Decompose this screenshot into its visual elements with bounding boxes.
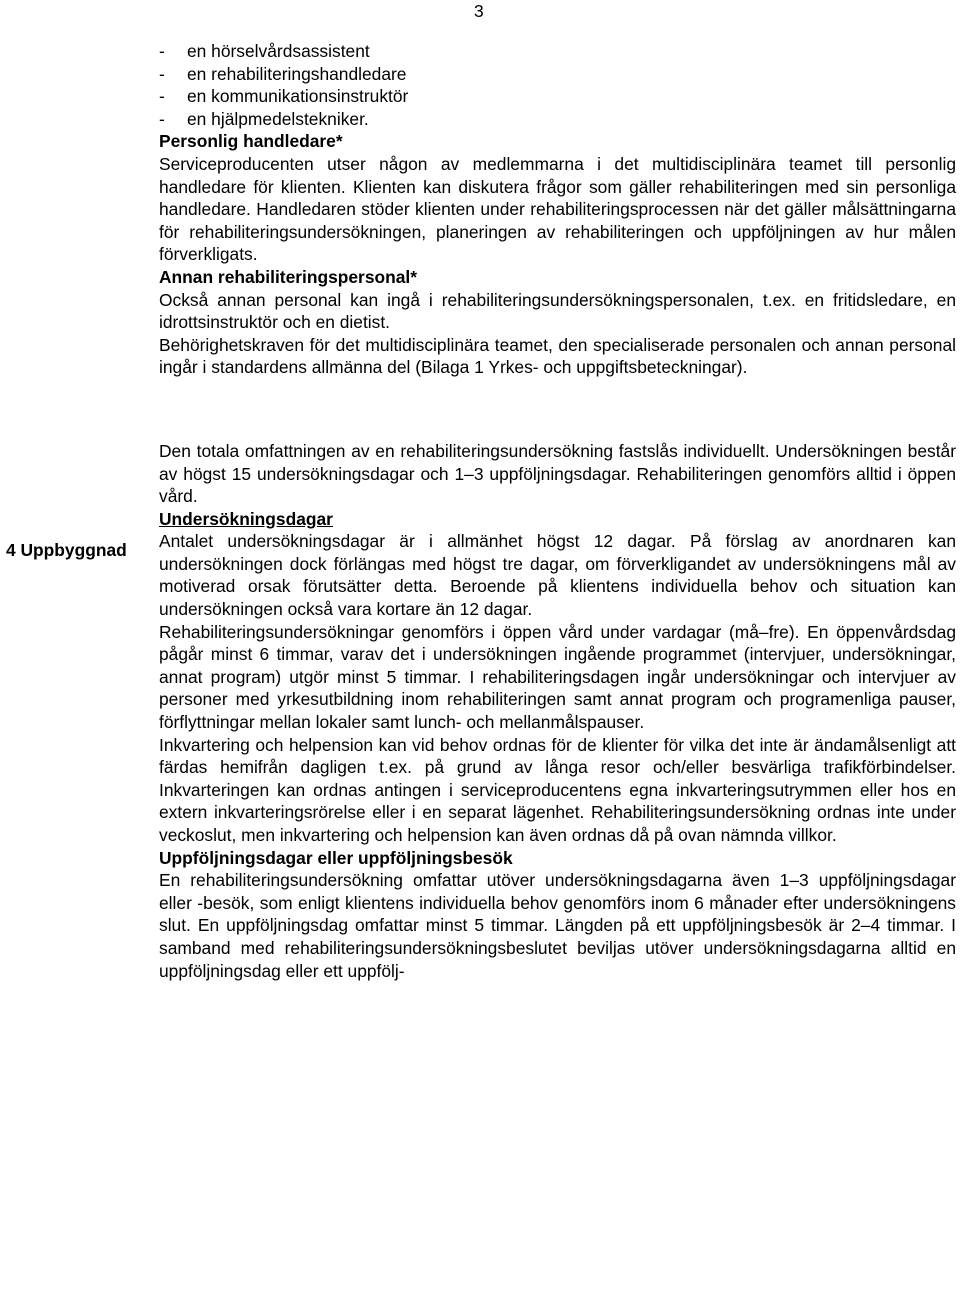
list-item: - en rehabiliteringshandledare <box>159 63 407 84</box>
heading-personlig-handledare: Personlig handledare* <box>159 131 343 152</box>
heading-undersokningsdagar: Undersökningsdagar <box>159 508 333 529</box>
section-heading-uppbyggnad: 4 Uppbyggnad <box>6 540 127 560</box>
list-item: - en hjälpmedelstekniker. <box>159 108 369 129</box>
page-number: 3 <box>474 1 484 21</box>
heading-uppfoljningsdagar: Uppföljningsdagar eller uppföljningsbesök <box>159 847 513 868</box>
paragraph: Inkvartering och helpension kan vid behov ordnas för de klienter för vilka det inte är ändamålsenligt att färdas hemifrån dagligen t.ex. på grund av långa resor och/eller besvärliga trafikförbindelser. Inkvarteringen kan ordnas antingen i serviceproducentens egna inkvarteringsutrymmen eller hos en extern inkvarteringsrörelse eller i en separat lägenhet. Rehabiliteringsundersökning ordnas inte under veckoslut, men inkvartering och helpension kan även ordnas då på ovan nämnda villkor. <box>159 734 956 845</box>
list-item: - en hörselvårdsassistent <box>159 41 370 61</box>
paragraph: Behörighetskraven för det multidisciplinära teamet, den specialiserade personalen och annan personal ingår i standardens allmänna del (Bilaga 1 Yrkes- och uppgiftsbeteckningar). <box>159 334 956 378</box>
heading-annan-rehabiliteringspersonal: Annan rehabiliteringspersonal* <box>159 266 418 287</box>
main-content <box>159 40 956 982</box>
list-item: - en kommunikationsinstruktör <box>159 86 409 107</box>
paragraph: Antalet undersökningsdagar är i allmänhet högst 12 dagar. På förslag av anordnaren kan undersökningen dock förlängas med högst tre dagar, om förverkligandet av undersökningens mål av motiverad orsak förutsätter detta. Beroende på klientens individuella behov och situation kan undersökningen också vara kortare än 12 dagar. <box>159 531 956 620</box>
paragraph: Den totala omfattningen av en rehabiliteringsundersökning fastslås individuellt. Undersökningen består av högst 15 undersökningsdagar och 1–3 uppföljningsdagar. Rehabiliteringen genomförs alltid i öppen vård. <box>159 440 956 507</box>
paragraph: Också annan personal kan ingå i rehabiliteringsundersökningspersonalen, t.ex. en fritidsledare, en idrottsinstruktör och en dietist. <box>159 289 956 333</box>
staff-list <box>159 40 956 130</box>
paragraph: Serviceproducenten utser någon av medlemmarna i det multidisciplinära teamet till personlig handledare för klienten. Klienten kan diskutera frågor som gäller rehabiliteringen med sin personliga handledare. Handledaren stöder klienten under rehabiliteringsprocessen när det gäller målsättningarna för rehabiliteringsundersökningen, planeringen av rehabiliteringen och uppföljningen av hur målen förverkligats. <box>159 153 956 265</box>
paragraph: En rehabiliteringsundersökning omfattar utöver undersökningsdagarna även 1–3 uppföljningsdagar eller -besök, som enligt klientens individuella behov genomförs inom 6 månader efter undersökningens slut. En uppföljningsdag omfattar minst 5 timmar. Längden på ett uppföljningsbesök är 2–4 timmar. I samband med rehabiliteringsundersökningsbeslutet beviljas utöver undersökningsdagarna alltid en uppföljningsdag eller ett uppfölj- <box>159 870 956 981</box>
paragraph: Rehabiliteringsundersökningar genomförs i öppen vård under vardagar (må–fre). En öppenvårdsdag pågår minst 6 timmar, varav det i undersökningen ingående programmet (intervjuer, undersökningar, annat program) utgör minst 5 timmar. I rehabiliteringsdagen ingår undersökningar och intervjuer av personer med yrkesutbildning inom rehabiliteringen samt annat program och programenliga pauser, förflyttningar mellan lokaler samt lunch- och mellanmålspauser. <box>159 621 956 733</box>
